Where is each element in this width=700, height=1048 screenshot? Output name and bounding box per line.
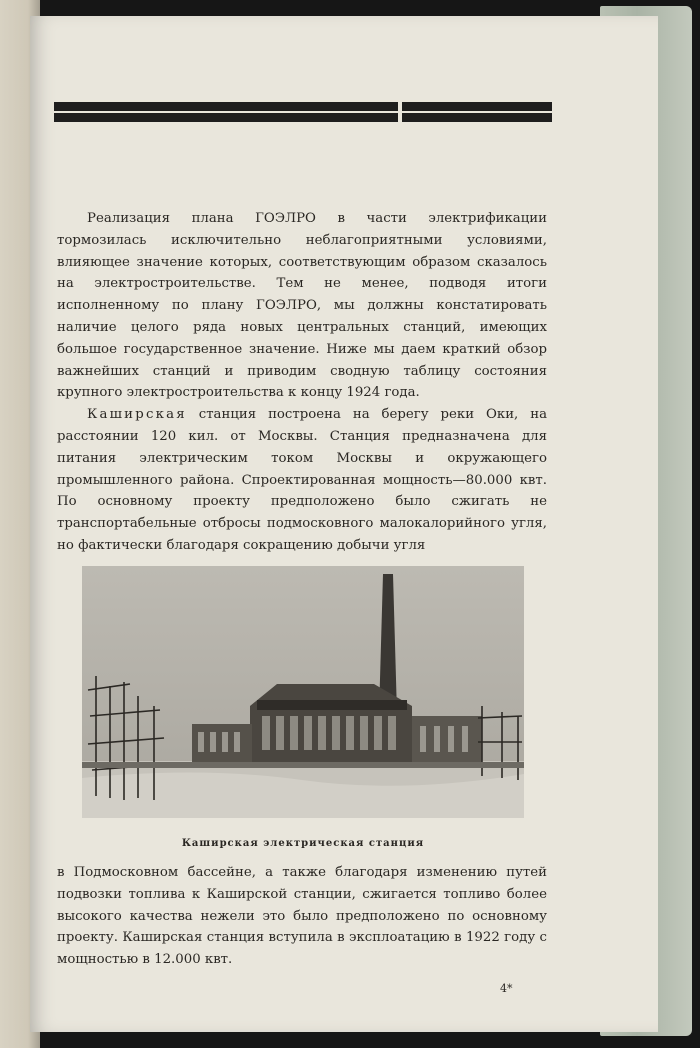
book-page: [30, 16, 658, 1032]
power-station-photo: [82, 566, 524, 818]
header-rule: [54, 102, 552, 122]
page-number: 4*: [500, 982, 513, 995]
paragraph-2-lead: Каширская: [87, 407, 187, 423]
paragraph-2-body: станция построена на берегу реки Оки, на расстоянии 120 кил. от Москвы. Станция предназначена для питания электрическим током Москвы и окружающего промышленного района. Спроектированная мощность—80.000 квт. По основному проекту предположено было сжигать не транспортабельные отбросы подмосковного малокалорийного угля, но фактически благодаря сокращению добычи угля: [57, 407, 547, 553]
text-block-top: [57, 208, 547, 557]
paragraph-1: Реализация плана ГОЭЛРО в части электрификации тормозилась исключительно неблагоприятными условиями, влияющее значение которых, соответствующим образом сказалось на электростроительстве. Тем не менее, подводя итоги исполненному по плану ГОЭЛРО, мы должны констатировать наличие целого ряда новых центральных станций, имеющих большое государственное значение. Ниже мы даем краткий обзор важнейших станций и приводим сводную таблицу состояния крупного электростроительства к концу 1924 года.: [57, 211, 547, 401]
paragraph-3: в Подмосковном бассейне, а также благодаря изменению путей подвозки топлива к Каширской станции, сжигается топливо более высокого качества нежели это было предположено по основному проекту. Каширская станция вступила в эксплоатацию в 1922 году с мощностью в 12.000 квт.: [57, 865, 547, 968]
paragraph-2: [57, 404, 547, 557]
photo-caption: Каширская электрическая станция: [181, 838, 425, 849]
header-rule-gap: [398, 102, 402, 122]
text-block-bottom: [57, 862, 547, 971]
